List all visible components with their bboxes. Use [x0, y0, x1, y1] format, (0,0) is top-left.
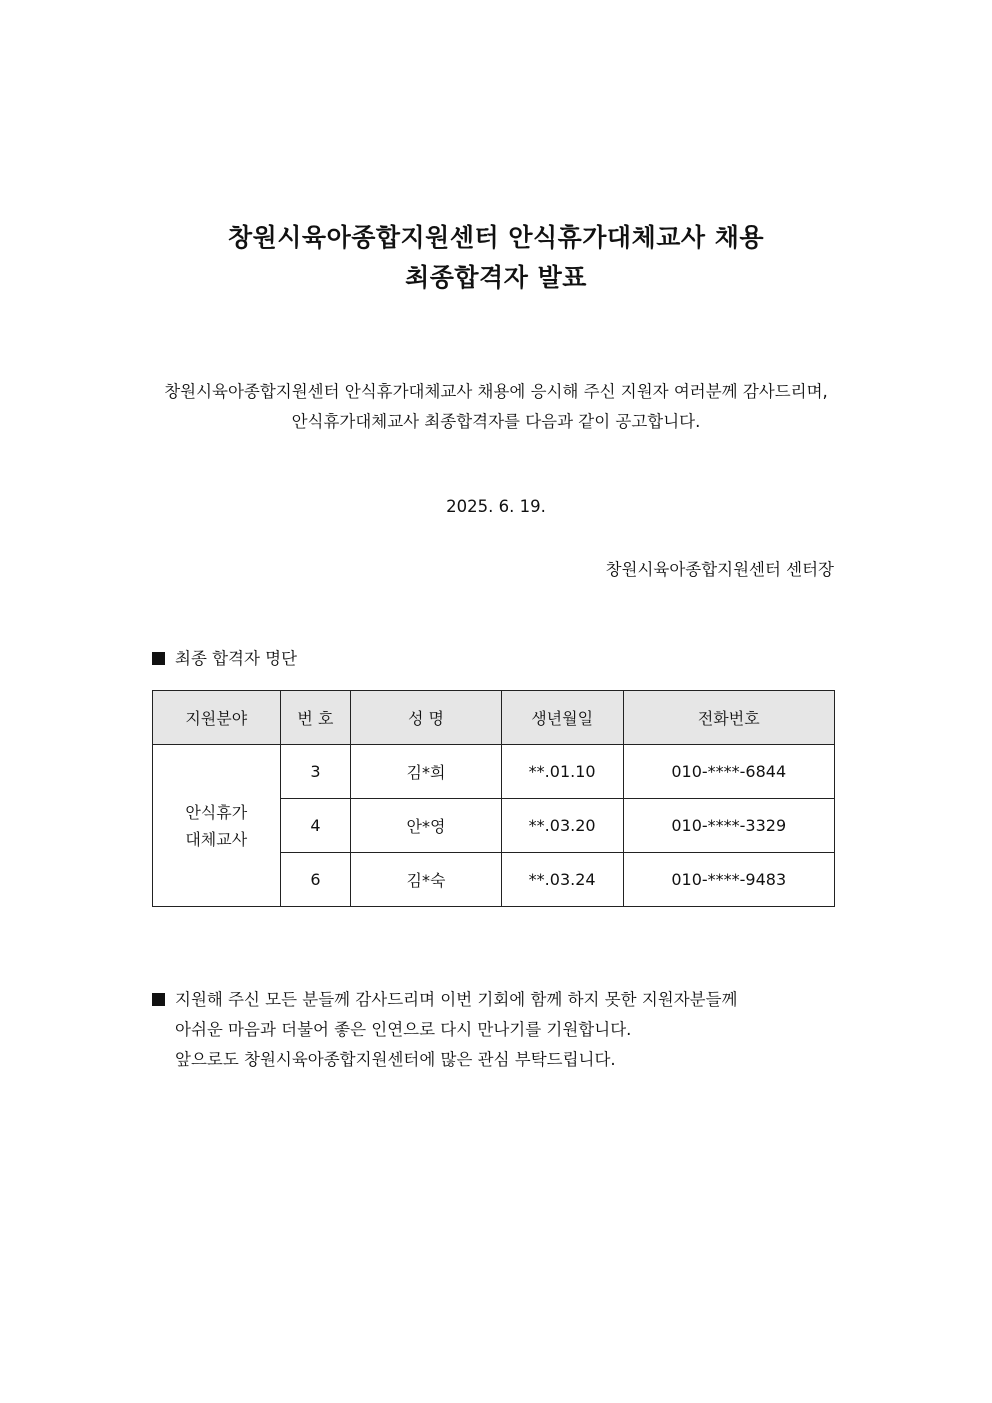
closing-paragraph [152, 985, 738, 1075]
row-no: 6 [280, 853, 351, 907]
intro-line-2: 안식휴가대체교사 최종합격자를 다음과 같이 공고합니다. [291, 412, 701, 431]
row-name: 김*희 [351, 745, 501, 799]
row-phone: 010-****-6844 [623, 745, 835, 799]
row-name: 안*영 [351, 799, 501, 853]
roster-heading-text: 최종 합격자 명단 [175, 649, 298, 668]
document-title: 창원시육아종합지원센터 안식휴가대체교사 채용 [227, 223, 765, 252]
black-square-bullet-icon [152, 993, 165, 1006]
black-square-bullet-icon [152, 652, 165, 665]
row-birth: **.01.10 [501, 745, 623, 799]
closing-line-1-text: 지원해 주신 모든 분들께 감사드리며 이번 기회에 함께 하지 못한 지원자분들께 [175, 990, 738, 1009]
header-name: 성 명 [351, 691, 501, 745]
intro-paragraph [0, 377, 992, 437]
closing-line-2: 아쉬운 마음과 더불어 좋은 인연으로 다시 만나기를 기원합니다. [175, 1020, 632, 1039]
row-name: 김*숙 [351, 853, 501, 907]
document-subtitle: 최종합격자 발표 [405, 263, 587, 292]
row-birth: **.03.24 [501, 853, 623, 907]
field-line-2: 대체교사 [185, 829, 248, 849]
roster-table [152, 690, 835, 907]
announcement-date: 2025. 6. 19. [446, 497, 546, 516]
header-no: 번 호 [280, 691, 351, 745]
header-phone: 전화번호 [623, 691, 835, 745]
row-phone: 010-****-9483 [623, 853, 835, 907]
table-header-row [153, 691, 835, 745]
row-birth: **.03.20 [501, 799, 623, 853]
signer: 창원시육아종합지원센터 센터장 [605, 560, 834, 579]
field-line-1: 안식휴가 [185, 802, 248, 822]
closing-line-3: 앞으로도 창원시육아종합지원센터에 많은 관심 부탁드립니다. [175, 1050, 616, 1069]
intro-line-1: 창원시육아종합지원센터 안식휴가대체교사 채용에 응시해 주신 지원자 여러분께 감사드리며, [164, 382, 828, 401]
field-cell [153, 745, 281, 907]
row-no: 4 [280, 799, 351, 853]
header-field: 지원분야 [153, 691, 281, 745]
roster-heading [152, 645, 297, 669]
row-no: 3 [280, 745, 351, 799]
header-birth: 생년월일 [501, 691, 623, 745]
closing-line-1 [152, 985, 738, 1015]
table-row [153, 745, 835, 799]
row-phone: 010-****-3329 [623, 799, 835, 853]
